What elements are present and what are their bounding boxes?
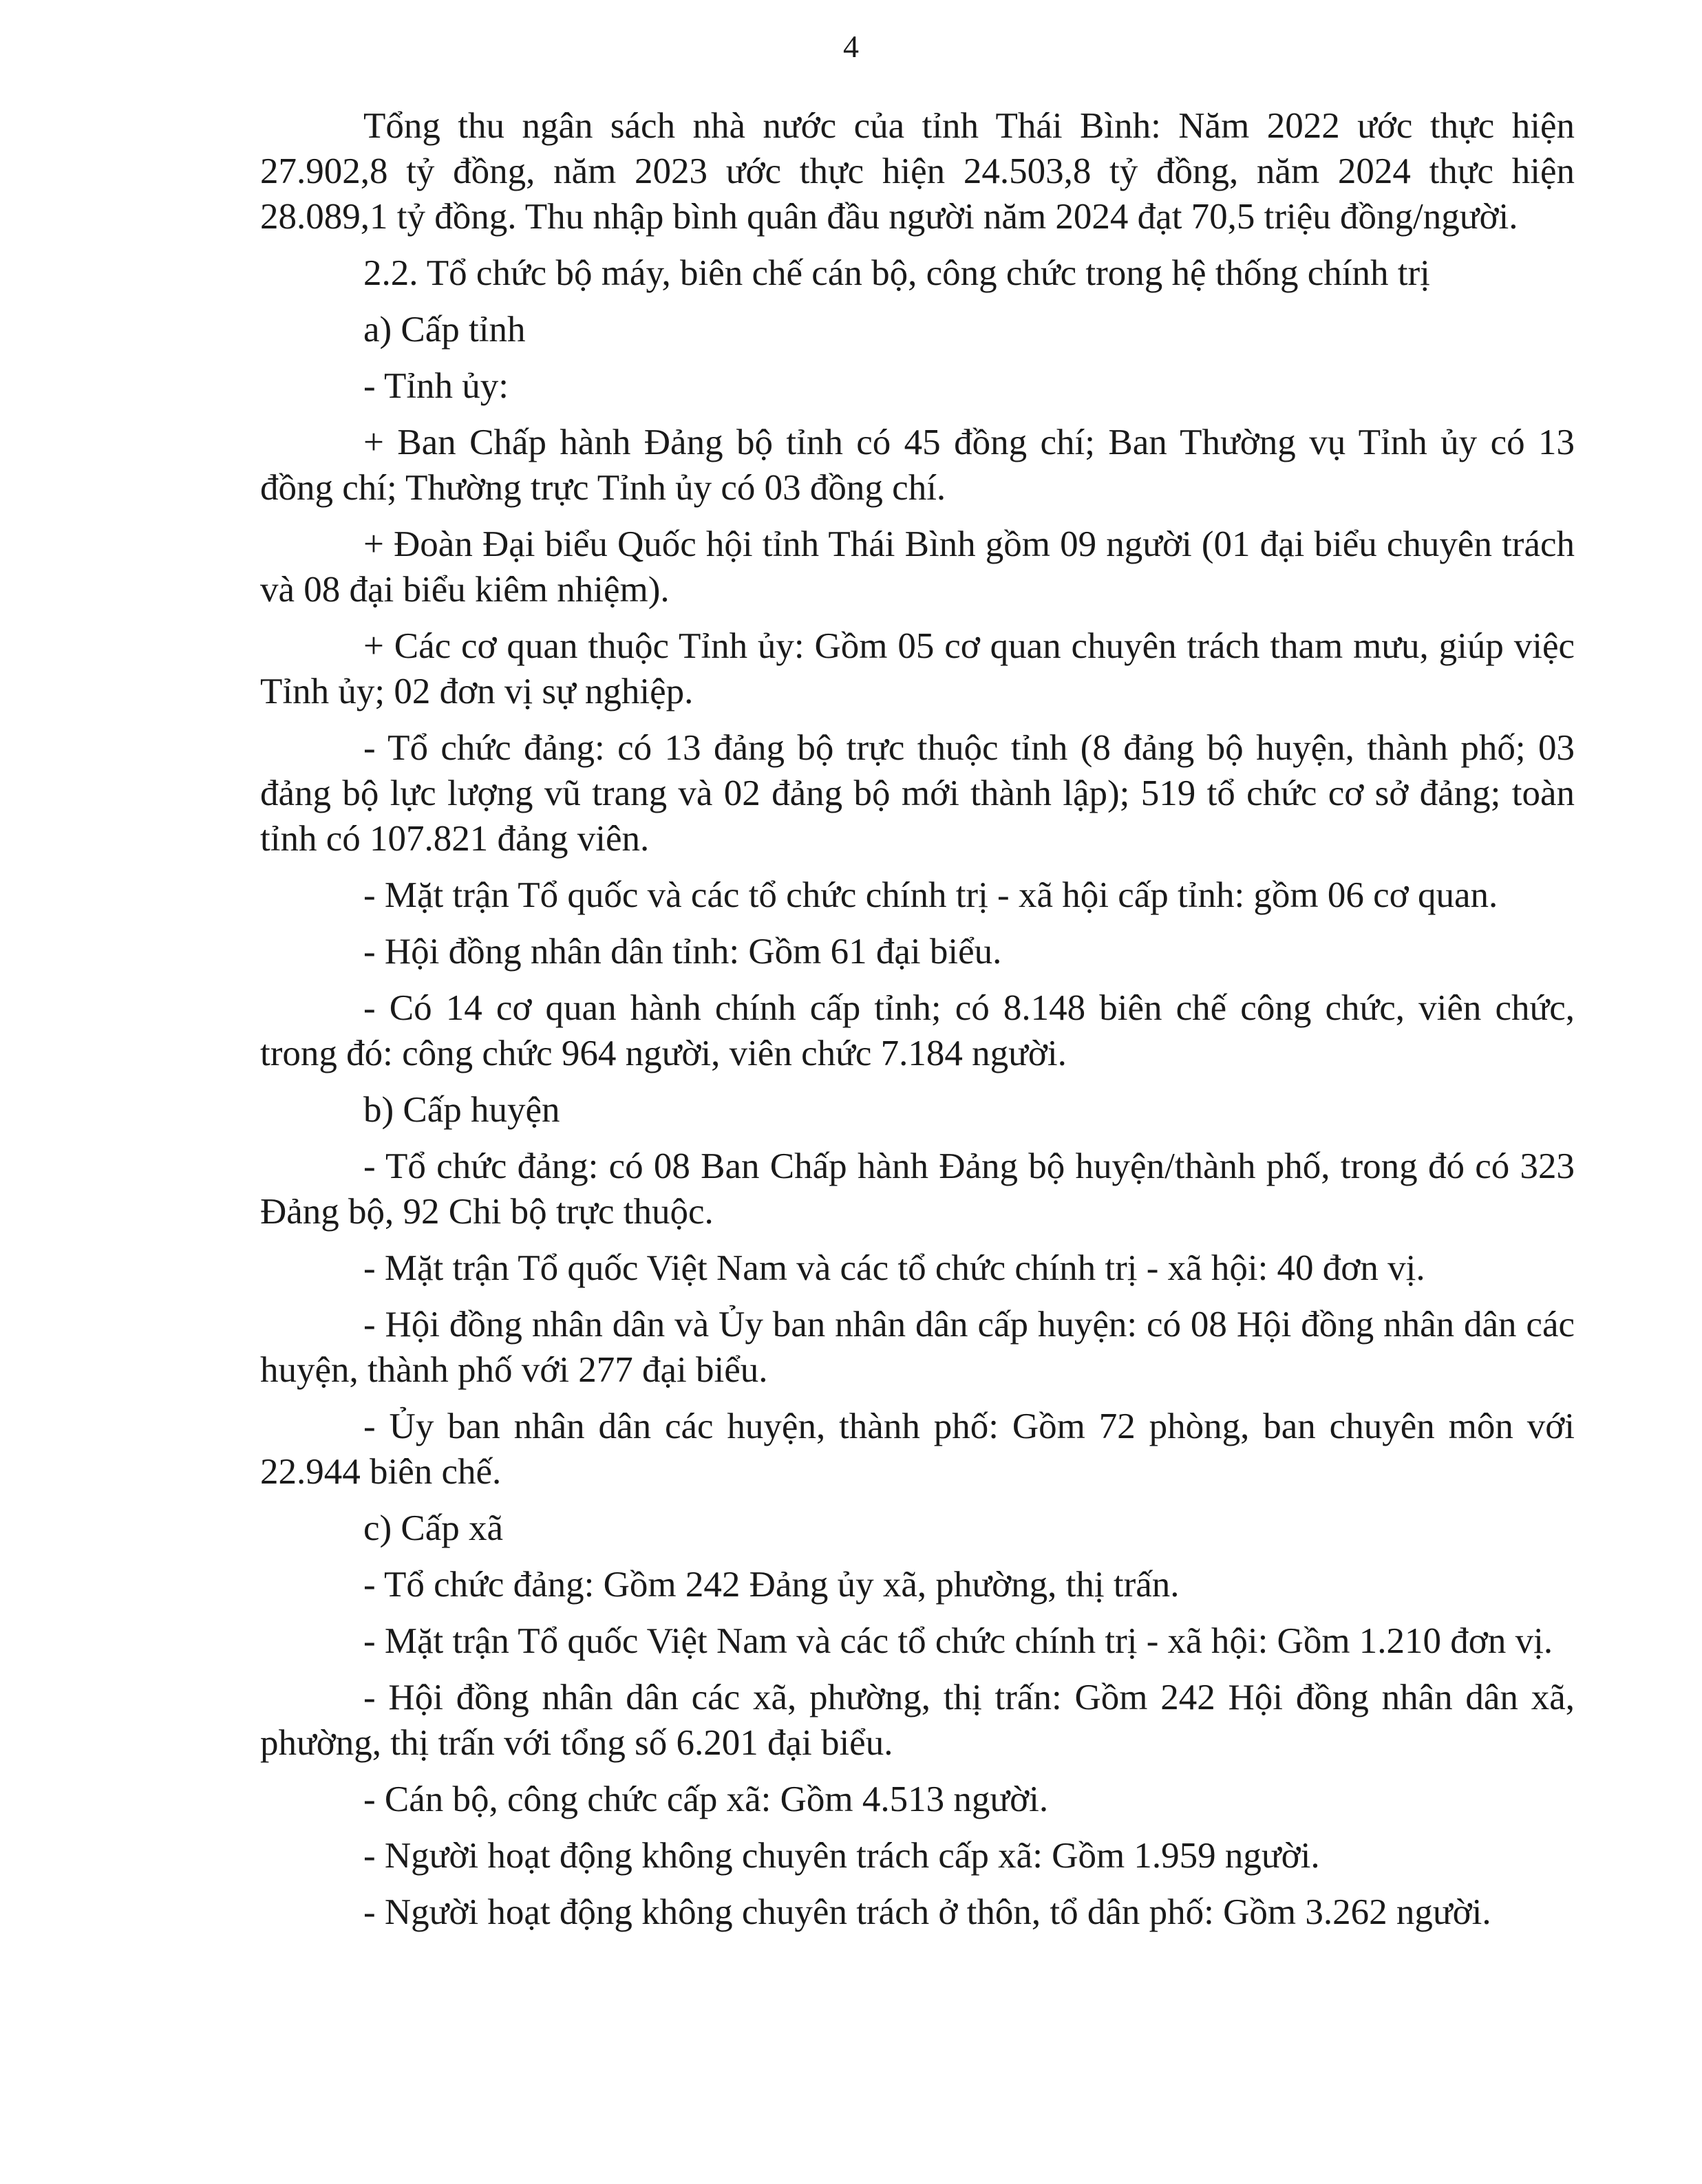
item-fatherland-front-district: - Mặt trận Tổ quốc Việt Nam và các tổ chức chính trị - xã hội: 40 đơn vị. bbox=[363, 1248, 1425, 1288]
item-non-dedicated-village: - Người hoạt động không chuyên trách ở thôn, tổ dân phố: Gồm 3.262 người. bbox=[363, 1892, 1491, 1932]
item-peoples-council-district: - Hội đồng nhân dân và Ủy ban nhân dân cấp huyện: có 08 Hội đồng nhân dân các huyện, thành phố với 277 đại biểu. bbox=[260, 1305, 1575, 1390]
item-peoples-council-commune: - Hội đồng nhân dân các xã, phường, thị trấn: Gồm 242 Hội đồng nhân dân xã, phường, thị trấn với tổng số 6.201 đại biểu. bbox=[260, 1678, 1575, 1763]
item-commune-officials: - Cán bộ, công chức cấp xã: Gồm 4.513 người. bbox=[363, 1779, 1049, 1819]
section-heading-2-2: 2.2. Tổ chức bộ máy, biên chế cán bộ, công chức trong hệ thống chính trị bbox=[363, 253, 1430, 293]
item-peoples-council-province: - Hội đồng nhân dân tỉnh: Gồm 61 đại biểu. bbox=[363, 932, 1002, 972]
item-fatherland-front-province: - Mặt trận Tổ quốc và các tổ chức chính trị - xã hội cấp tỉnh: gồm 06 cơ quan. bbox=[363, 875, 1498, 915]
item-commune-party-organizations: - Tổ chức đảng: Gồm 242 Đảng ủy xã, phường, thị trấn. bbox=[363, 1565, 1180, 1605]
item-non-dedicated-commune: - Người hoạt động không chuyên trách cấp xã: Gồm 1.959 người. bbox=[363, 1836, 1320, 1876]
paragraph-budget-revenue: Tổng thu ngân sách nhà nước của tỉnh Thái Bình: Năm 2022 ước thực hiện 27.902,8 tỷ đồng, năm 2023 ước thực hiện 24.503,8 tỷ đồng, năm 2024 thực hiện 28.089,1 tỷ đồng. Thu nhập bình quân đầu người năm 2024 đạt 70,5 triệu đồng/người. bbox=[260, 106, 1575, 237]
item-peoples-committee-district: - Ủy ban nhân dân các huyện, thành phố: Gồm 72 phòng, ban chuyên môn với 22.944 biên chế. bbox=[260, 1406, 1575, 1492]
item-national-assembly-delegation: + Đoàn Đại biểu Quốc hội tỉnh Thái Bình gồm 09 người (01 đại biểu chuyên trách và 08 đại biểu kiêm nhiệm). bbox=[260, 524, 1575, 610]
item-district-party-organizations: - Tổ chức đảng: có 08 Ban Chấp hành Đảng bộ huyện/thành phố, trong đó có 323 Đảng bộ, 92 Chi bộ trực thuộc. bbox=[260, 1146, 1575, 1232]
item-party-agencies: + Các cơ quan thuộc Tỉnh ủy: Gồm 05 cơ quan chuyên trách tham mưu, giúp việc Tỉnh ủy; 02 đơn vị sự nghiệp. bbox=[260, 626, 1575, 711]
subheading-provincial-level: a) Cấp tỉnh bbox=[363, 310, 526, 350]
item-fatherland-front-commune: - Mặt trận Tổ quốc Việt Nam và các tổ chức chính trị - xã hội: Gồm 1.210 đơn vị. bbox=[363, 1621, 1553, 1661]
item-party-organizations: - Tổ chức đảng: có 13 đảng bộ trực thuộc tỉnh (8 đảng bộ huyện, thành phố; 03 đảng bộ lực lượng vũ trang và 02 đảng bộ mới thành lập); 519 tổ chức cơ sở đảng; toàn tỉnh có 107.821 đảng viên. bbox=[260, 728, 1575, 859]
item-executive-committee: + Ban Chấp hành Đảng bộ tỉnh có 45 đồng chí; Ban Thường vụ Tỉnh ủy có 13 đồng chí; Thường trực Tỉnh ủy có 03 đồng chí. bbox=[260, 422, 1575, 508]
subheading-district-level: b) Cấp huyện bbox=[363, 1090, 560, 1130]
page-number: 4 bbox=[843, 29, 859, 64]
document-body bbox=[260, 103, 1575, 1935]
item-provincial-party-committee: - Tỉnh ủy: bbox=[363, 366, 509, 406]
item-administrative-agencies: - Có 14 cơ quan hành chính cấp tỉnh; có 8.148 biên chế công chức, viên chức, trong đó: công chức 964 người, viên chức 7.184 người. bbox=[260, 988, 1575, 1073]
subheading-commune-level: c) Cấp xã bbox=[363, 1508, 504, 1548]
